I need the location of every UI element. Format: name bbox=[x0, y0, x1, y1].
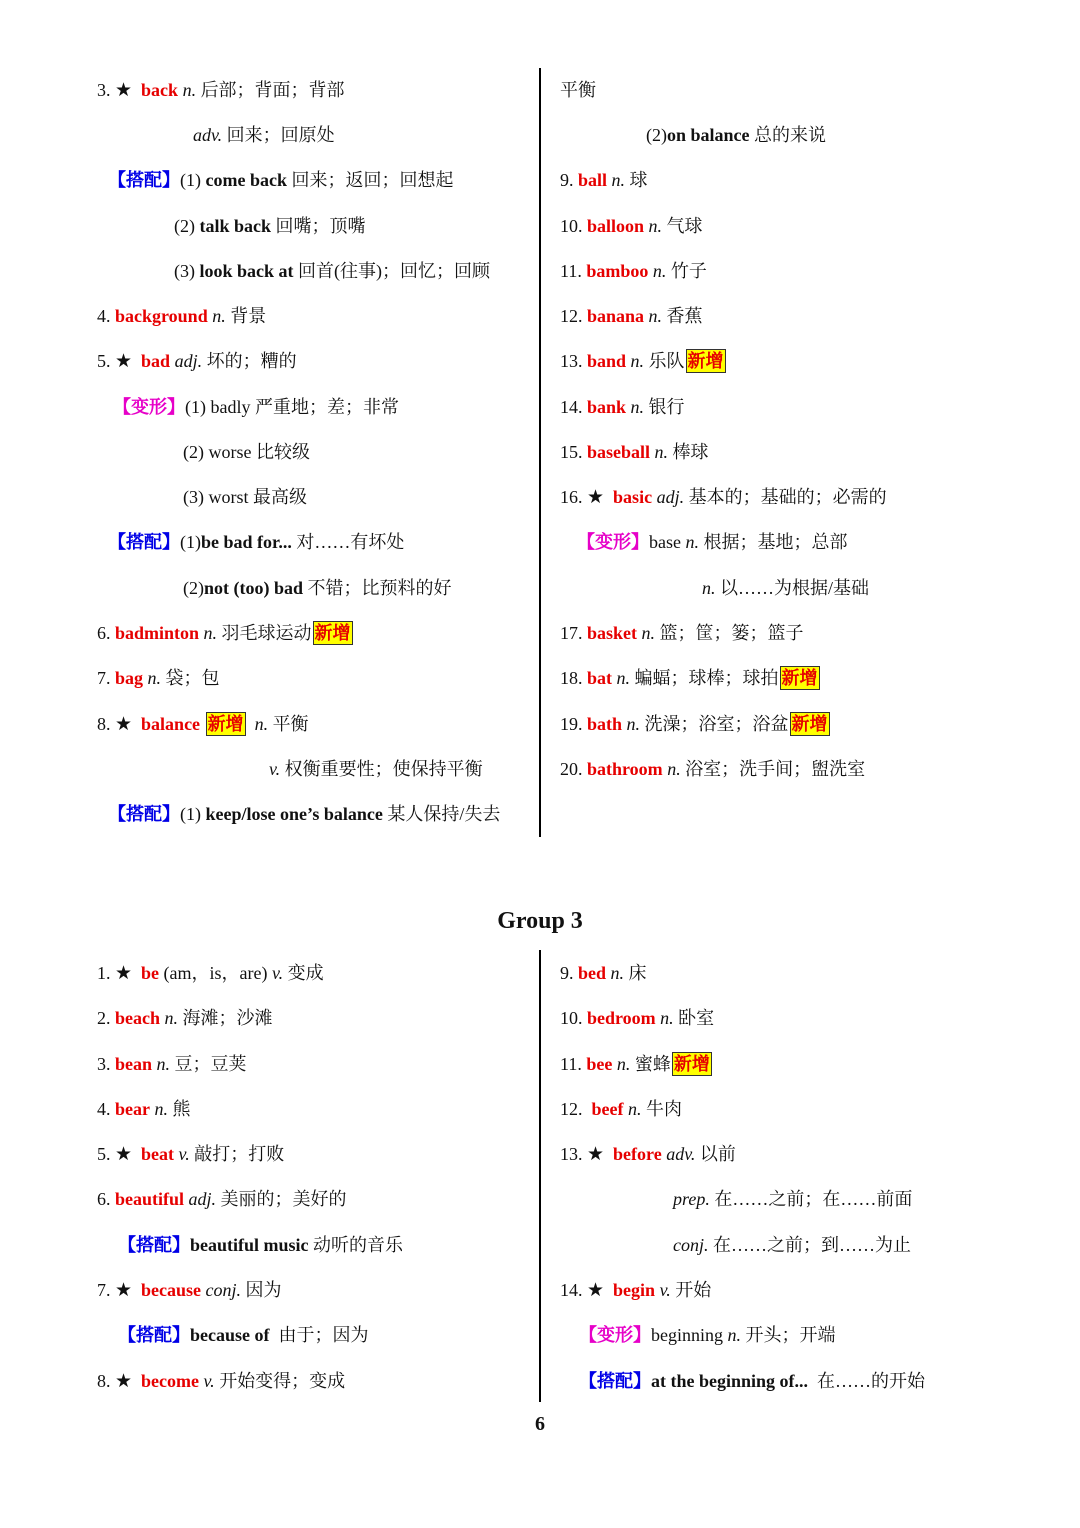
headword: because bbox=[141, 1280, 202, 1300]
meaning: 不错；比预料的好 bbox=[307, 578, 452, 598]
meaning: 以……为根据/基础 bbox=[720, 578, 870, 598]
variant-bad-1 bbox=[113, 395, 399, 419]
entry-number: 13. bbox=[560, 351, 583, 371]
meaning: 袋；包 bbox=[165, 668, 220, 688]
entry-number: 13. bbox=[560, 1144, 583, 1164]
entry-before-conj bbox=[673, 1233, 911, 1257]
meaning: 回来；回原处 bbox=[226, 125, 335, 145]
meaning: 蝙蝠；球棒；球拍 bbox=[634, 668, 779, 688]
headword: basic bbox=[613, 487, 653, 507]
entry-bank bbox=[560, 395, 685, 419]
meaning: 香蕉 bbox=[666, 306, 703, 326]
meaning: 开始变得；变成 bbox=[219, 1371, 346, 1391]
entry-number: 11. bbox=[560, 261, 582, 281]
part-of-speech: n. bbox=[626, 714, 641, 734]
headword: bean bbox=[115, 1054, 153, 1074]
phrase: beautiful music bbox=[190, 1235, 309, 1255]
collocation-balance-1-cont bbox=[560, 78, 596, 102]
meaning: 由于；因为 bbox=[278, 1325, 369, 1345]
meaning: 回嘴；顶嘴 bbox=[275, 216, 366, 236]
headword: bee bbox=[586, 1054, 613, 1074]
headword: band bbox=[587, 351, 627, 371]
entry-number: 4. bbox=[97, 1099, 111, 1119]
headword: bad bbox=[141, 351, 171, 371]
variant-bad-3 bbox=[183, 485, 307, 509]
entry-number: 16. bbox=[560, 487, 583, 507]
entry-number: 9. bbox=[560, 963, 574, 983]
headword: banana bbox=[587, 306, 645, 326]
item-index: (1) bbox=[180, 170, 201, 190]
entry-balance-verb bbox=[269, 757, 483, 781]
new-badge: 新增 bbox=[207, 714, 244, 734]
meaning: 熊 bbox=[172, 1099, 191, 1119]
item-index: (1) bbox=[180, 804, 201, 824]
part-of-speech: v. bbox=[178, 1144, 190, 1164]
entry-number: 17. bbox=[560, 623, 583, 643]
meaning: 后部；背面；背部 bbox=[200, 80, 345, 100]
meaning: 银行 bbox=[648, 397, 685, 417]
part-of-speech: n. bbox=[667, 759, 681, 779]
entry-number: 12. bbox=[560, 306, 583, 326]
new-badge: 新增 bbox=[781, 668, 818, 688]
part-of-speech: n. bbox=[212, 306, 226, 326]
entry-number: 3. bbox=[97, 80, 111, 100]
entry-beat bbox=[97, 1142, 284, 1167]
collocation-tag: 【搭配】 bbox=[108, 532, 180, 552]
variant-basic bbox=[577, 530, 847, 554]
headword: bag bbox=[115, 668, 144, 688]
part-of-speech: n. bbox=[630, 397, 645, 417]
entry-become bbox=[97, 1369, 345, 1394]
part-of-speech: n. bbox=[630, 351, 645, 371]
star-icon: ★ bbox=[115, 714, 133, 735]
entry-bedroom bbox=[560, 1006, 714, 1030]
entry-because bbox=[97, 1278, 282, 1303]
star-icon: ★ bbox=[115, 351, 133, 372]
entry-baseball bbox=[560, 440, 709, 464]
collocation-tag: 【搭配】 bbox=[108, 170, 180, 190]
part-of-speech: n. bbox=[147, 668, 162, 688]
entry-number: 7. bbox=[97, 668, 111, 688]
entry-number: 5. bbox=[97, 1144, 111, 1164]
meaning: 敲打；打败 bbox=[194, 1144, 285, 1164]
meaning: 回来；返回；回想起 bbox=[291, 170, 454, 190]
meaning: 总的来说 bbox=[754, 125, 827, 145]
meaning: 在……之前；到……为止 bbox=[713, 1235, 911, 1255]
collocation-tag: 【搭配】 bbox=[118, 1325, 190, 1345]
entry-number: 7. bbox=[97, 1280, 111, 1300]
variant-bad-2 bbox=[183, 440, 310, 464]
collocation-back-1 bbox=[108, 168, 453, 192]
entry-bathroom bbox=[560, 757, 865, 781]
star-icon: ★ bbox=[115, 80, 133, 101]
phrase: because of bbox=[190, 1325, 270, 1345]
headword: beach bbox=[115, 1008, 160, 1028]
new-badge: 新增 bbox=[314, 623, 351, 643]
phrase: talk back bbox=[199, 216, 272, 236]
entry-before bbox=[560, 1142, 736, 1167]
variant-text: (3) worst 最高级 bbox=[183, 487, 307, 507]
item-index: (1) bbox=[180, 532, 201, 552]
variant-tag: 【变形】 bbox=[113, 397, 185, 417]
entry-bear bbox=[97, 1097, 191, 1121]
collocation-bad-2 bbox=[183, 576, 452, 600]
part-of-speech: adv. bbox=[666, 1144, 696, 1164]
entry-number: 15. bbox=[560, 442, 583, 462]
part-of-speech: adj. bbox=[656, 487, 685, 507]
part-of-speech: prep. bbox=[673, 1189, 710, 1209]
meaning: 因为 bbox=[245, 1280, 282, 1300]
meaning: 篮；筐；篓；篮子 bbox=[659, 623, 804, 643]
part-of-speech: n. bbox=[685, 532, 699, 552]
headword: become bbox=[141, 1371, 200, 1391]
headword: badminton bbox=[115, 623, 200, 643]
word-forms: (am，is，are) bbox=[163, 963, 268, 983]
item-index: (2) bbox=[646, 125, 667, 145]
part-of-speech: v. bbox=[272, 963, 284, 983]
meaning: 权衡重要性；使保持平衡 bbox=[284, 759, 483, 779]
entry-bath bbox=[560, 712, 830, 736]
entry-number: 11. bbox=[560, 1054, 582, 1074]
meaning: 根据；基地；总部 bbox=[703, 532, 848, 552]
entry-bag bbox=[97, 666, 220, 690]
headword: basket bbox=[587, 623, 638, 643]
entry-number: 9. bbox=[560, 170, 574, 190]
headword: bed bbox=[578, 963, 607, 983]
entry-number: 18. bbox=[560, 668, 583, 688]
headword: bamboo bbox=[586, 261, 649, 281]
part-of-speech: n. bbox=[616, 1054, 631, 1074]
part-of-speech: n. bbox=[611, 170, 626, 190]
part-of-speech: adv. bbox=[193, 125, 223, 145]
entry-back-adv bbox=[193, 123, 335, 147]
part-of-speech: n. bbox=[727, 1325, 741, 1345]
entry-number: 19. bbox=[560, 714, 583, 734]
variant-text: base bbox=[649, 532, 681, 552]
phrase: keep/lose one’s balance bbox=[205, 804, 383, 824]
meaning: 某人保持/失去 bbox=[387, 804, 501, 824]
variant-tag: 【变形】 bbox=[577, 532, 649, 552]
collocation-because bbox=[118, 1323, 369, 1347]
column-divider bbox=[539, 68, 541, 837]
entry-number: 12. bbox=[560, 1099, 583, 1119]
meaning: 平衡 bbox=[272, 714, 309, 734]
star-icon: ★ bbox=[115, 963, 133, 984]
entry-bad bbox=[97, 349, 297, 374]
entry-number: 8. bbox=[97, 1371, 111, 1391]
new-badge: 新增 bbox=[687, 351, 724, 371]
meaning: 回首(往事)；回忆；回顾 bbox=[298, 261, 491, 281]
phrase: on balance bbox=[667, 125, 750, 145]
entry-bat bbox=[560, 666, 820, 690]
meaning: 开头；开端 bbox=[745, 1325, 836, 1345]
collocation-tag: 【搭配】 bbox=[579, 1371, 651, 1391]
column-divider bbox=[539, 950, 541, 1402]
variant-tag: 【变形】 bbox=[579, 1325, 651, 1345]
entry-beautiful bbox=[97, 1187, 347, 1211]
meaning: 坏的；糟的 bbox=[206, 351, 297, 371]
variant-text: beginning bbox=[651, 1325, 723, 1345]
part-of-speech: n. bbox=[641, 623, 656, 643]
part-of-speech: n. bbox=[652, 261, 667, 281]
entry-number: 4. bbox=[97, 306, 111, 326]
meaning: 平衡 bbox=[560, 80, 596, 100]
headword: ball bbox=[578, 170, 608, 190]
meaning: 羽毛球运动 bbox=[221, 623, 312, 643]
meaning: 卧室 bbox=[678, 1008, 715, 1028]
headword: bank bbox=[587, 397, 627, 417]
entry-banana bbox=[560, 304, 703, 328]
entry-beach bbox=[97, 1006, 273, 1030]
entry-badminton bbox=[97, 621, 353, 645]
headword: be bbox=[141, 963, 160, 983]
part-of-speech: n. bbox=[203, 623, 218, 643]
meaning: 动听的音乐 bbox=[313, 1235, 404, 1255]
part-of-speech: n. bbox=[648, 216, 663, 236]
part-of-speech: v. bbox=[659, 1280, 671, 1300]
item-index: (2) bbox=[174, 216, 195, 236]
entry-number: 6. bbox=[97, 623, 111, 643]
entry-number: 5. bbox=[97, 351, 111, 371]
entry-number: 2. bbox=[97, 1008, 111, 1028]
star-icon: ★ bbox=[115, 1280, 133, 1301]
meaning: 在……之前；在……前面 bbox=[714, 1189, 913, 1209]
collocation-tag: 【搭配】 bbox=[118, 1235, 190, 1255]
entry-beef bbox=[560, 1097, 682, 1121]
entry-bean bbox=[97, 1052, 247, 1076]
entry-number: 14. bbox=[560, 397, 583, 417]
meaning: 美丽的；美好的 bbox=[220, 1189, 347, 1209]
collocation-back-2 bbox=[174, 214, 366, 238]
meaning: 海滩；沙滩 bbox=[182, 1008, 273, 1028]
entry-number: 10. bbox=[560, 216, 583, 236]
entry-number: 20. bbox=[560, 759, 583, 779]
headword: bathroom bbox=[587, 759, 663, 779]
variant-text: (1) badly 严重地；差；非常 bbox=[185, 397, 399, 417]
part-of-speech: n. bbox=[610, 963, 625, 983]
entry-back bbox=[97, 78, 345, 103]
meaning: 浴室；洗手间；盥洗室 bbox=[685, 759, 866, 779]
headword: bedroom bbox=[587, 1008, 656, 1028]
entry-number: 3. bbox=[97, 1054, 111, 1074]
headword: beef bbox=[591, 1099, 624, 1119]
star-icon: ★ bbox=[587, 1280, 605, 1301]
new-badge: 新增 bbox=[673, 1054, 710, 1074]
collocation-tag: 【搭配】 bbox=[108, 804, 180, 824]
meaning: 变成 bbox=[287, 963, 324, 983]
entry-basic bbox=[560, 485, 887, 510]
meaning: 洗澡；浴室；浴盆 bbox=[644, 714, 789, 734]
part-of-speech: n. bbox=[660, 1008, 674, 1028]
part-of-speech: v. bbox=[203, 1371, 215, 1391]
headword: balance bbox=[141, 714, 201, 734]
collocation-bad-1 bbox=[108, 530, 404, 554]
entry-number: 1. bbox=[97, 963, 111, 983]
phrase: be bad for... bbox=[201, 532, 292, 552]
entry-bamboo bbox=[560, 259, 707, 283]
entry-number: 6. bbox=[97, 1189, 111, 1209]
phrase: at the beginning of... bbox=[651, 1371, 809, 1391]
entry-band bbox=[560, 349, 726, 373]
star-icon: ★ bbox=[115, 1371, 133, 1392]
entry-begin bbox=[560, 1278, 711, 1303]
headword: begin bbox=[613, 1280, 656, 1300]
variant-basic-verb bbox=[702, 576, 869, 600]
entry-bee bbox=[560, 1052, 712, 1076]
meaning: 竹子 bbox=[670, 261, 707, 281]
headword: baseball bbox=[587, 442, 651, 462]
meaning: 背景 bbox=[230, 306, 267, 326]
entry-balloon bbox=[560, 214, 703, 238]
meaning: 乐队 bbox=[648, 351, 685, 371]
headword: balloon bbox=[587, 216, 645, 236]
entry-ball bbox=[560, 168, 648, 192]
headword: bear bbox=[115, 1099, 150, 1119]
meaning: 开始 bbox=[675, 1280, 712, 1300]
collocation-balance-2 bbox=[646, 123, 826, 147]
entry-bed bbox=[560, 961, 647, 985]
collocation-back-3 bbox=[174, 259, 490, 283]
part-of-speech: conj. bbox=[205, 1280, 242, 1300]
new-badge: 新增 bbox=[791, 714, 828, 734]
part-of-speech: n. bbox=[654, 442, 669, 462]
part-of-speech: n. bbox=[702, 578, 716, 598]
entry-before-prep bbox=[673, 1187, 912, 1211]
meaning: 气球 bbox=[666, 216, 703, 236]
headword: bath bbox=[587, 714, 623, 734]
variant-begin bbox=[579, 1323, 836, 1347]
headword: back bbox=[141, 80, 179, 100]
meaning: 牛肉 bbox=[645, 1099, 682, 1119]
phrase: come back bbox=[205, 170, 287, 190]
part-of-speech: n. bbox=[616, 668, 631, 688]
headword: beat bbox=[141, 1144, 175, 1164]
item-index: (2) bbox=[183, 578, 204, 598]
part-of-speech: n. bbox=[627, 1099, 642, 1119]
part-of-speech: n. bbox=[648, 306, 663, 326]
variant-text: (2) worse 比较级 bbox=[183, 442, 310, 462]
entry-be bbox=[97, 961, 324, 986]
meaning: 球 bbox=[629, 170, 648, 190]
entry-background bbox=[97, 304, 266, 328]
entry-basket bbox=[560, 621, 804, 645]
entry-number: 14. bbox=[560, 1280, 583, 1300]
part-of-speech: v. bbox=[269, 759, 281, 779]
star-icon: ★ bbox=[587, 1144, 605, 1165]
part-of-speech: n. bbox=[154, 1099, 168, 1119]
part-of-speech: n. bbox=[254, 714, 269, 734]
entry-balance bbox=[97, 712, 309, 737]
item-index: (3) bbox=[174, 261, 195, 281]
headword: beautiful bbox=[115, 1189, 185, 1209]
headword: before bbox=[613, 1144, 662, 1164]
part-of-speech: n. bbox=[164, 1008, 178, 1028]
part-of-speech: adj. bbox=[174, 351, 203, 371]
meaning: 以前 bbox=[699, 1144, 736, 1164]
star-icon: ★ bbox=[115, 1144, 133, 1165]
part-of-speech: conj. bbox=[673, 1235, 709, 1255]
meaning: 床 bbox=[628, 963, 647, 983]
phrase: look back at bbox=[199, 261, 294, 281]
meaning: 蜜蜂 bbox=[634, 1054, 671, 1074]
phrase: not (too) bad bbox=[204, 578, 304, 598]
meaning: 棒球 bbox=[672, 442, 709, 462]
headword: background bbox=[115, 306, 208, 326]
collocation-begin bbox=[579, 1369, 925, 1393]
group-title: Group 3 bbox=[497, 908, 583, 934]
meaning: 对……有坏处 bbox=[296, 532, 405, 552]
part-of-speech: n. bbox=[156, 1054, 171, 1074]
collocation-balance-1 bbox=[108, 802, 500, 826]
meaning: 豆；豆荚 bbox=[174, 1054, 247, 1074]
meaning: 在……的开始 bbox=[817, 1371, 926, 1391]
page-number: 6 bbox=[535, 1413, 545, 1435]
entry-number: 10. bbox=[560, 1008, 583, 1028]
part-of-speech: adj. bbox=[188, 1189, 217, 1209]
collocation-beautiful bbox=[118, 1233, 403, 1257]
headword: bat bbox=[587, 668, 613, 688]
star-icon: ★ bbox=[587, 487, 605, 508]
part-of-speech: n. bbox=[182, 80, 197, 100]
meaning: 基本的；基础的；必需的 bbox=[688, 487, 887, 507]
entry-number: 8. bbox=[97, 714, 111, 734]
